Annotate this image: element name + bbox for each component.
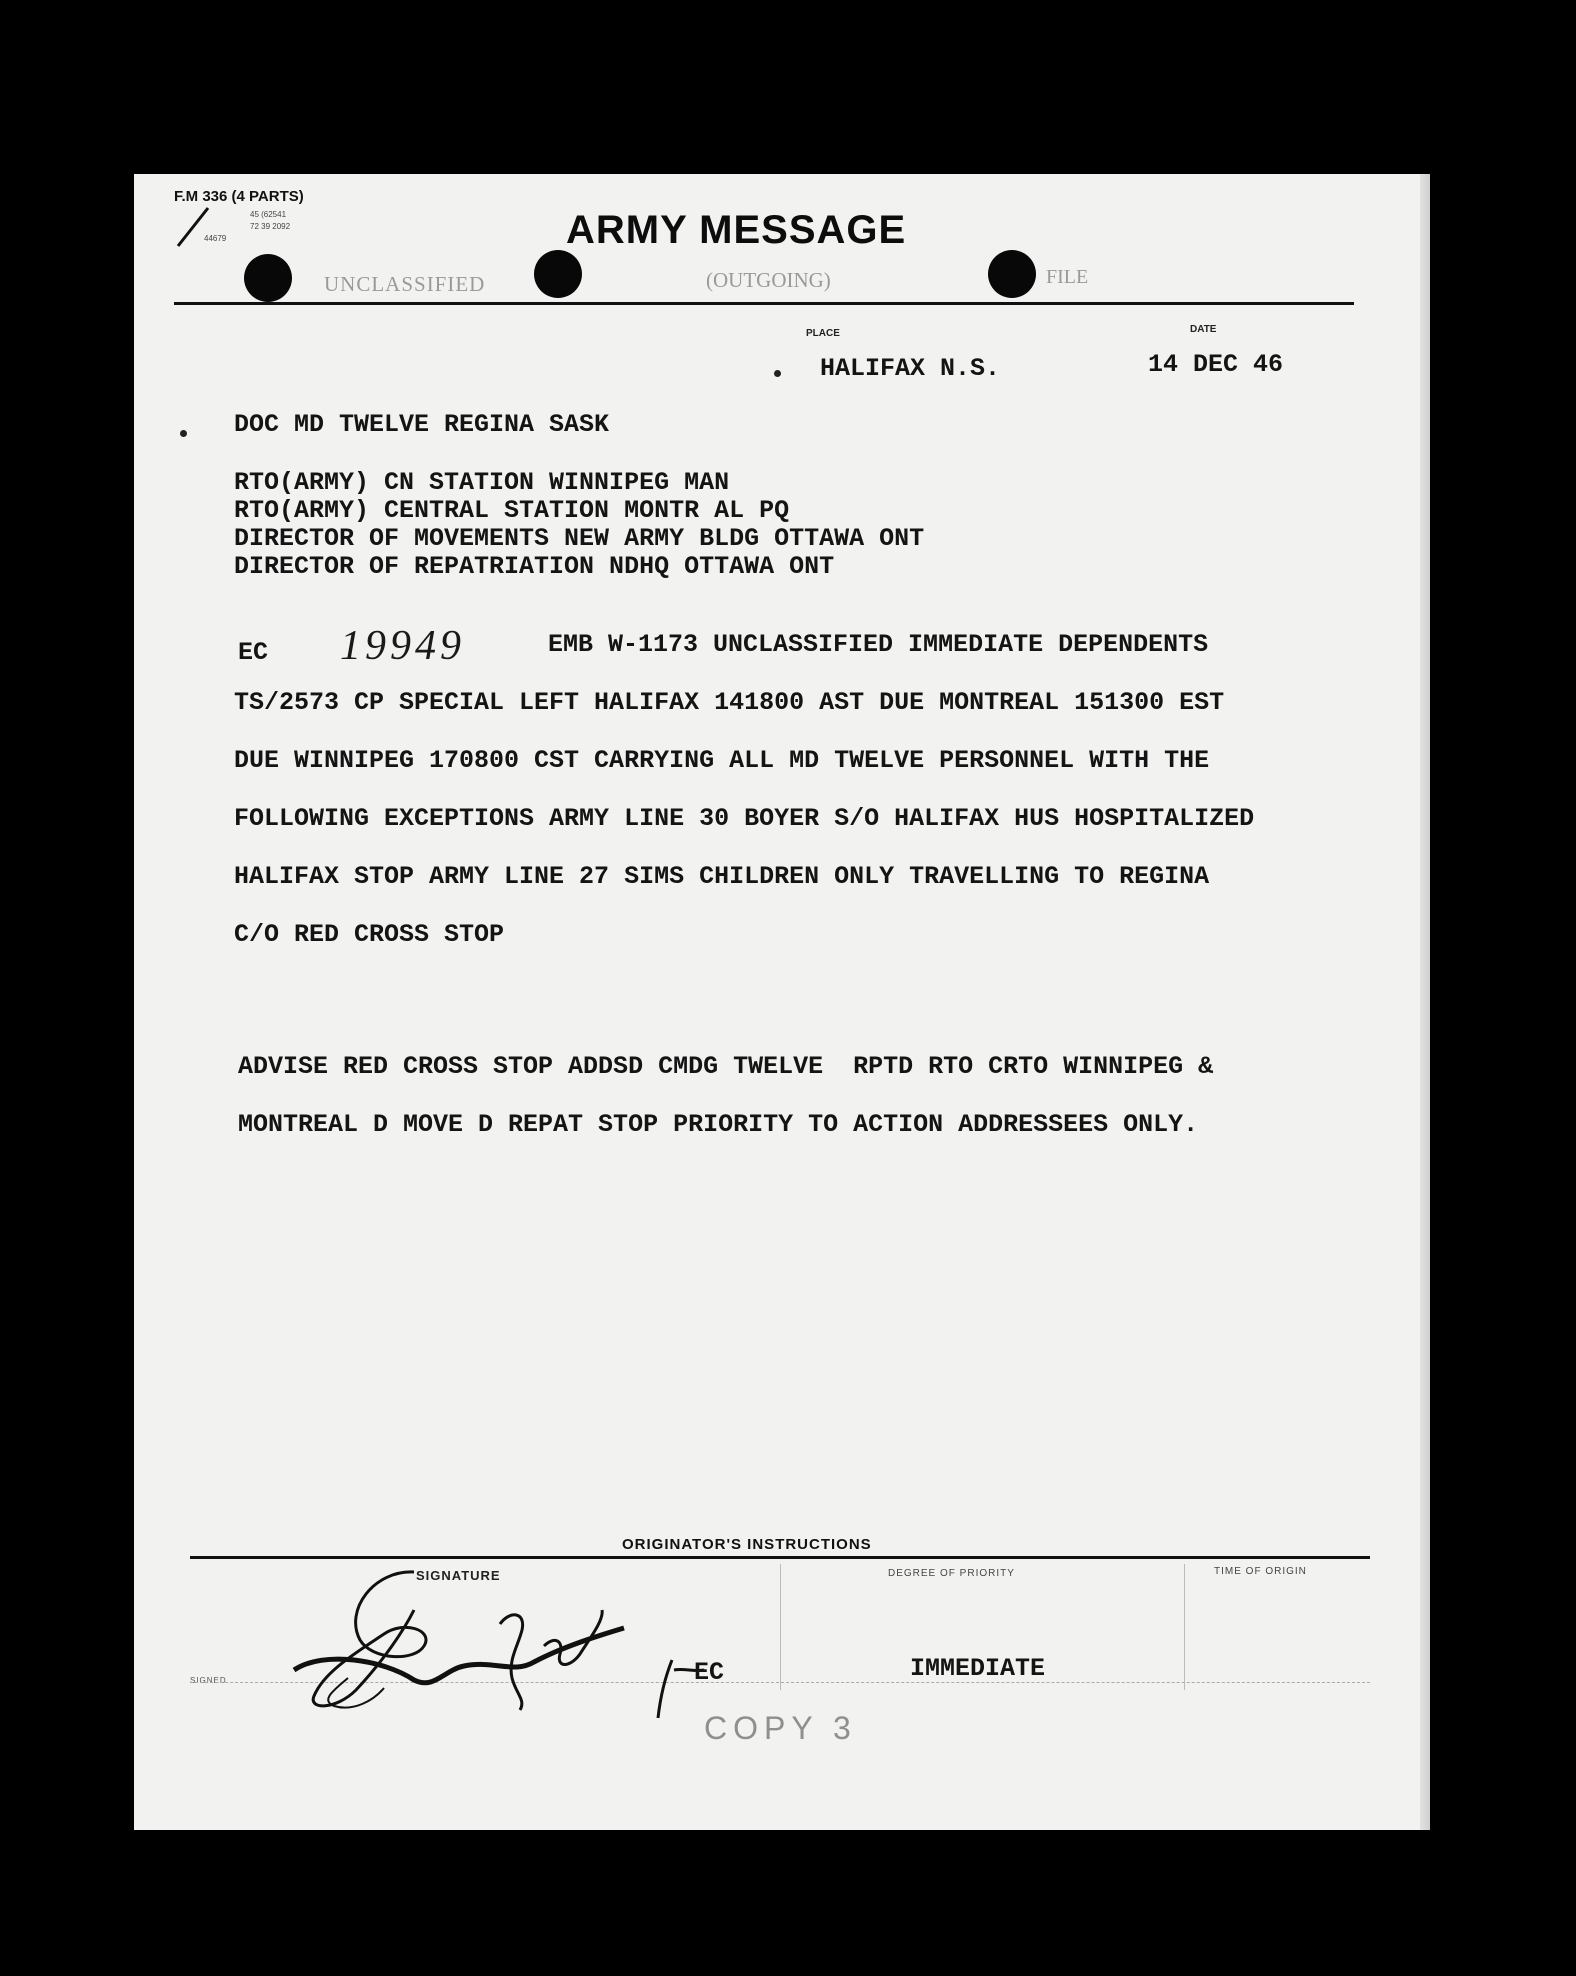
place-value: HALIFAX N.S. [820,354,1001,383]
classification-label: UNCLASSIFIED [324,272,486,296]
priority-value: IMMEDIATE [910,1654,1046,1683]
time-of-origin-label: TIME OF ORIGIN [1214,1566,1307,1577]
footer-divider [1184,1564,1185,1690]
message-line: C/O RED CROSS STOP [234,920,505,949]
action-addressee: DOC MD TWELVE REGINA SASK [234,410,610,439]
punch-hole-right [988,250,1036,298]
punch-hole-left [244,254,292,302]
header-rule [174,302,1354,305]
message-prefix: EC [238,638,269,667]
form-code-2: 72 39 2092 [250,222,291,231]
date-label: DATE [1190,324,1217,335]
info-addressee: DIRECTOR OF MOVEMENTS NEW ARMY BLDG OTTAWA ONT [234,524,925,553]
form-title: ARMY MESSAGE [566,208,907,252]
info-addressee: RTO(ARMY) CN STATION WINNIPEG MAN [234,468,730,497]
form-code-slash-mark [174,204,214,250]
message-line: EMB W-1173 UNCLASSIFIED IMMEDIATE DEPENDENTS [548,630,1209,659]
bullet-mark [774,370,781,377]
originator-instructions-title: ORIGINATOR'S INSTRUCTIONS [622,1536,872,1553]
info-addressee: DIRECTOR OF REPATRIATION NDHQ OTTAWA ONT [234,552,835,581]
priority-label: DEGREE OF PRIORITY [888,1568,1015,1579]
date-value: 14 DEC 46 [1148,350,1284,379]
form-number: F.M 336 (4 PARTS) [174,188,304,205]
form-code-3: 44679 [204,234,227,243]
bullet-mark [180,430,187,437]
form-code-1: 45 (62541 [250,210,287,219]
message-line: TS/2573 CP SPECIAL LEFT HALIFAX 141800 AST DUE MONTREAL 151300 EST [234,688,1225,717]
copy-stamp: COPY 3 [704,1710,857,1746]
message-line: DUE WINNIPEG 170800 CST CARRYING ALL MD TWELVE PERSONNEL WITH THE [234,746,1210,775]
signed-label: SIGNED [190,1676,227,1685]
place-label: PLACE [806,328,840,339]
message-line: ADVISE RED CROSS STOP ADDSD CMDG TWELVE RPTD RTO CRTO WINNIPEG & [238,1052,1214,1081]
info-addressee: RTO(ARMY) CENTRAL STATION MONTR AL PQ [234,496,790,525]
message-line: FOLLOWING EXCEPTIONS ARMY LINE 30 BOYER S/O HALIFAX HUS HOSPITALIZED [234,804,1255,833]
signature-label: SIGNATURE [416,1568,501,1583]
message-line: HALIFAX STOP ARMY LINE 27 SIMS CHILDREN ONLY TRAVELLING TO REGINA [234,862,1210,891]
message-form [134,174,1430,1830]
punch-hole-middle [534,250,582,298]
message-line: MONTREAL D MOVE D REPAT STOP PRIORITY TO ACTION ADDRESSEES ONLY. [238,1110,1199,1139]
direction-label: (OUTGOING) [706,268,831,292]
handwritten-number: 19949 [340,623,465,669]
handwritten-signature [264,1550,764,1720]
signer-suffix: EC [694,1658,725,1687]
footer-divider [780,1564,781,1690]
file-label: FILE [1046,266,1089,288]
